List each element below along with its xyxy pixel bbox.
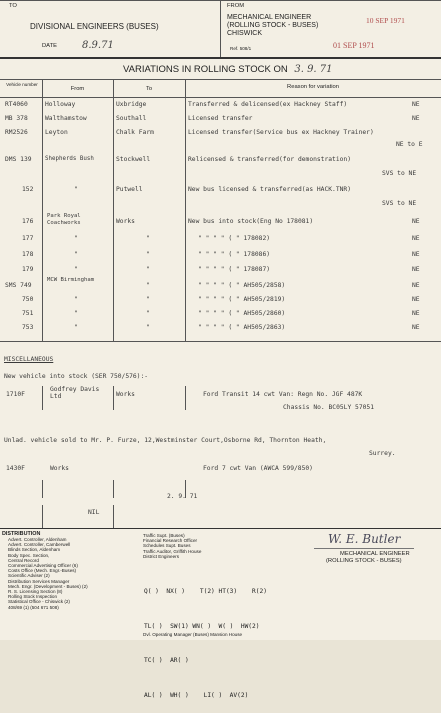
division-code: NE [412,115,420,122]
reason: New bus licensed & transferred(as HACK.TNR) [188,186,352,193]
distribution-item: 408/69 (1) (504 671 508) [8,604,59,610]
vehicle-number: SMS 749 [5,282,32,289]
reason: " " " " ( " 178087) [198,266,271,273]
col-from: From [70,86,85,92]
to-depot: Stockwell [116,156,151,163]
distribution-item: Commercial Advertising Officer (6) [8,563,78,569]
distribution-item: Mech. Engr. (Development - Buses) (2) [8,583,88,589]
col-reason: Reason for variation [287,84,339,90]
division-code: NE to E [396,141,423,148]
date-label: DATE [42,43,58,49]
distribution-item: Traffic Auditor, Griffith House [143,548,202,554]
distribution-item: Traffic Supt. (Buses) [143,533,185,538]
misc-date: 2. 9. 71 [167,493,198,500]
misc-vehicle-1: 1710F [6,391,25,398]
division-code: NE [412,218,420,225]
district-code-line: TL( ) SW(1) WN( ) W( ) HW(2) [144,622,260,630]
from-depot: " [74,235,78,242]
title-date: 3. 9. 71 [294,64,333,75]
received-stamp-2: 01 SEP 1971 [333,41,375,50]
vehicle-number: RT4060 [5,101,28,108]
received-stamp-1: 10 SEP 1971 [366,16,405,25]
distribution-item: Blinds Section, Aldenham [8,547,61,553]
district-code-line: TC( ) AR( ) [144,657,189,664]
from-depot: " [74,296,78,303]
to-depot: Chalk Farm [116,129,154,136]
title [123,64,333,75]
distribution-item: Distribution Services Manager [8,578,70,584]
from-depot: MCW Birmingham [47,277,95,283]
district-code-line: Q( ) NX( ) T(2) HT(3) R(2) [144,588,267,595]
to-depot: " [146,251,150,258]
from-label: FROM [227,3,245,9]
vehicle-number: RM2526 [5,129,28,136]
division-code: NE [412,101,420,108]
distribution-item: Body Spec. Section, [8,552,50,558]
division-code: NE [412,235,420,242]
vehicle-number: DMS 139 [5,156,32,163]
distribution-item: Advert. Controller, Aldenham [8,537,67,542]
to-depot: " [146,310,150,317]
col-to: To [145,86,153,92]
misc-reason-2: Ford 7 cwt Van (AWCA 599/850) [203,465,313,472]
distribution-title: DISTRIBUTION [2,531,41,537]
misc-nil: NIL [88,509,100,516]
vehicle-number: 753 [22,324,34,331]
district-code-line: AL( ) WH( ) LI( ) AV(2) [144,691,249,699]
distribution-item: Statistical Office - Chiswick (2) [8,599,70,605]
reason: Licensed transfer [188,115,253,122]
to-depot: " [146,324,150,331]
from-block [227,14,318,38]
to-depot: Works [116,218,135,225]
reason: " " " " ( " 178086) [198,251,271,258]
title-main: VARIATIONS IN ROLLING STOCK ON [123,64,288,75]
misc-chassis-1: Chassis No. BC05LY 57051 [283,404,374,411]
to-depot: " [146,266,150,273]
division-code: SVS to NE [382,200,417,207]
to-depot: " [146,296,150,303]
from-depot: " [74,324,78,331]
from-depot: " [74,251,78,258]
footer-bottom-line: Dvl. Operating Manager (Buses) Mansion House [143,632,243,637]
reason: Transferred & delicensed(ex Hackney Staff) [188,101,348,108]
distribution-item: Rolling Stock Inspection [8,594,58,600]
to-depot: Uxbridge [116,101,147,108]
reason: New bus into stock(Eng No 178081) [188,218,314,225]
from-depot: " [74,186,78,193]
misc-from-1: Godfrey Davis Ltd [50,386,100,400]
from-depot: Park Royal Coachworks [47,213,81,226]
signature-title-line2: (ROLLING STOCK - BUSES) [326,558,402,564]
distribution-item: Costs Office (Mech. Engr.-Buses) [8,568,77,574]
misc-from-2: Works [50,465,69,472]
misc-heading: MISCELLANEOUS [4,356,54,363]
reason: " " " " ( " AH505/2819) [198,296,286,303]
misc-line2b: Surrey. [369,450,396,457]
distribution-list-1 [8,537,88,610]
from-depot: " [74,310,78,317]
to-depot: Southall [116,115,147,122]
distribution-item: Financial Research Officer [143,538,198,544]
division-code: NE [412,266,420,273]
signature-title-line1: MECHANICAL ENGINEER [340,551,410,557]
reason: " " " " ( " AH505/2860) [198,310,286,317]
distribution-item: Scientific Adviser (2) [8,573,50,579]
vehicle-number: 177 [22,235,34,242]
to-label: TO [9,3,17,9]
to-depot: Putwell [116,186,143,193]
from-line3: CHISWICK [227,30,262,37]
vehicle-number: 178 [22,251,34,258]
reason: " " " " ( " 178082) [198,235,271,242]
to-depot: " [146,235,150,242]
misc-line1: New vehicle into stock (SER 750/576):- [4,373,149,380]
distribution-item: R. S. Licensing Section (8) [8,589,63,595]
distribution-item: Advert. Controller, Camberwell [8,542,71,548]
vehicle-number: 750 [22,296,34,303]
misc-reason-1: Ford Transit 14 cwt Van: Regn No. JGF 487K [203,391,363,398]
misc-vehicle-2: 1430F [6,465,25,472]
from-line1: MECHANICAL ENGINEER [227,14,312,21]
vehicle-number: 179 [22,266,34,273]
from-depot: Holloway [45,101,76,108]
vehicle-number: 152 [22,186,34,193]
col-vehicle-number: Vehicle number [6,82,38,87]
reason: Relicensed & transferred(for demonstration) [188,156,352,163]
division-code: NE [412,251,420,258]
from-depot: Leyton [45,129,68,136]
distribution-item: District Engineers [143,553,179,559]
signature: W. E. Butler [328,532,401,546]
division-code: NE [412,296,420,303]
from-line2: (ROLLING STOCK - BUSES) [227,22,319,29]
signature-title [326,551,410,565]
distribution-item: Schedules Supt. Buses [143,543,191,549]
vehicle-number: 751 [22,310,34,317]
misc-line2: Unlad. vehicle sold to Mr. P. Furze, 12,Westminster Court,Osborne Rd, Thornton Heath, [4,437,327,444]
division-code: NE [412,282,420,289]
district-codes [144,563,267,713]
distribution-list-2 [143,533,201,559]
reason: " " " " ( " AH505/2863) [198,324,286,331]
reason: " " " " ( " AH505/2858) [198,282,286,289]
to-value: DIVISIONAL ENGINEERS (BUSES) [30,22,159,31]
vehicle-number: MB 378 [5,115,28,122]
date-value: 8.9.71 [82,40,114,51]
to-depot: " [146,282,150,289]
reason: Licensed transfer(Service bus ex Hackney Trainer) [188,129,374,136]
from-depot: " [74,266,78,273]
misc-to-1: Works [116,391,135,398]
division-code: SVS to NE [382,170,417,177]
division-code: NE [412,310,420,317]
from-depot: Shepherds Bush [45,156,94,162]
division-code: NE [412,324,420,331]
from-depot: Walthamstow [45,115,87,122]
distribution-item: Central Record [8,557,39,563]
ref-label: Ref. 508/1 [230,46,252,51]
vehicle-number: 176 [22,218,34,225]
